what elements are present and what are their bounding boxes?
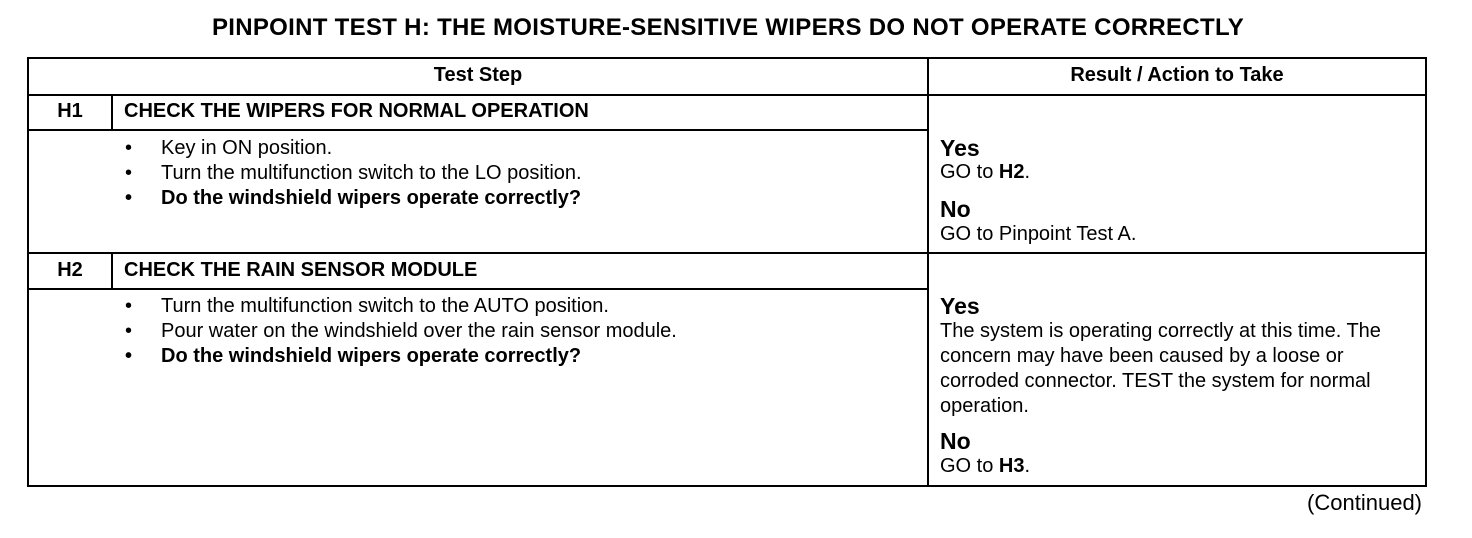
bullet-icon: • xyxy=(125,187,133,209)
step-title: CHECK THE WIPERS FOR NORMAL OPERATION xyxy=(124,100,589,122)
step-id: H2 xyxy=(57,259,83,281)
h1-title-divider xyxy=(29,129,927,131)
pinpoint-test-table xyxy=(27,57,1427,487)
result-yes-text: The system is operating correctly at this time. The concern may have been caused by a loose or corroded connector. TEST the system for normal operation. xyxy=(940,320,1381,417)
action-item: • Turn the multifunction switch to the AUTO position. xyxy=(125,295,609,317)
h2-id-divider xyxy=(111,253,113,289)
bullet-icon: • xyxy=(125,295,133,317)
bullet-icon: • xyxy=(125,137,133,159)
h1-id-divider xyxy=(111,94,113,130)
column-divider xyxy=(927,59,929,487)
result-yes-text: GO to H2. xyxy=(940,161,1031,183)
action-item: • Pour water on the windshield over the rain sensor module. xyxy=(125,320,677,342)
header-divider xyxy=(29,94,1425,96)
action-item: • Key in ON position. xyxy=(125,137,333,159)
bullet-icon: • xyxy=(125,320,133,342)
column-header-result: Result / Action to Take xyxy=(1070,64,1284,86)
result-yes-label: Yes xyxy=(940,293,980,319)
bullet-icon: • xyxy=(125,162,133,184)
result-no-text: GO to H3. xyxy=(940,455,1031,477)
result-no-label: No xyxy=(940,196,971,222)
action-question: • Do the windshield wipers operate correctly? xyxy=(125,345,582,367)
bullet-icon: • xyxy=(125,345,133,367)
step-reference-link[interactable]: H2 xyxy=(998,161,1025,183)
result-no-label: No xyxy=(940,428,971,454)
step-divider xyxy=(29,252,1425,254)
column-header-test-step: Test Step xyxy=(433,64,523,86)
result-no-text: GO to Pinpoint Test A. xyxy=(940,223,1137,245)
result-yes-label: Yes xyxy=(940,135,980,161)
step-reference-link[interactable]: H3 xyxy=(998,455,1025,477)
action-item: • Turn the multifunction switch to the LO position. xyxy=(125,162,582,184)
action-question: • Do the windshield wipers operate correctly? xyxy=(125,187,582,209)
continued-note: (Continued) xyxy=(1307,490,1422,515)
h2-title-divider xyxy=(29,288,927,290)
step-title: CHECK THE RAIN SENSOR MODULE xyxy=(124,259,478,281)
page-title: PINPOINT TEST H: THE MOISTURE-SENSITIVE WIPERS DO NOT OPERATE CORRECTLY xyxy=(211,14,1245,41)
step-id: H1 xyxy=(57,100,83,122)
